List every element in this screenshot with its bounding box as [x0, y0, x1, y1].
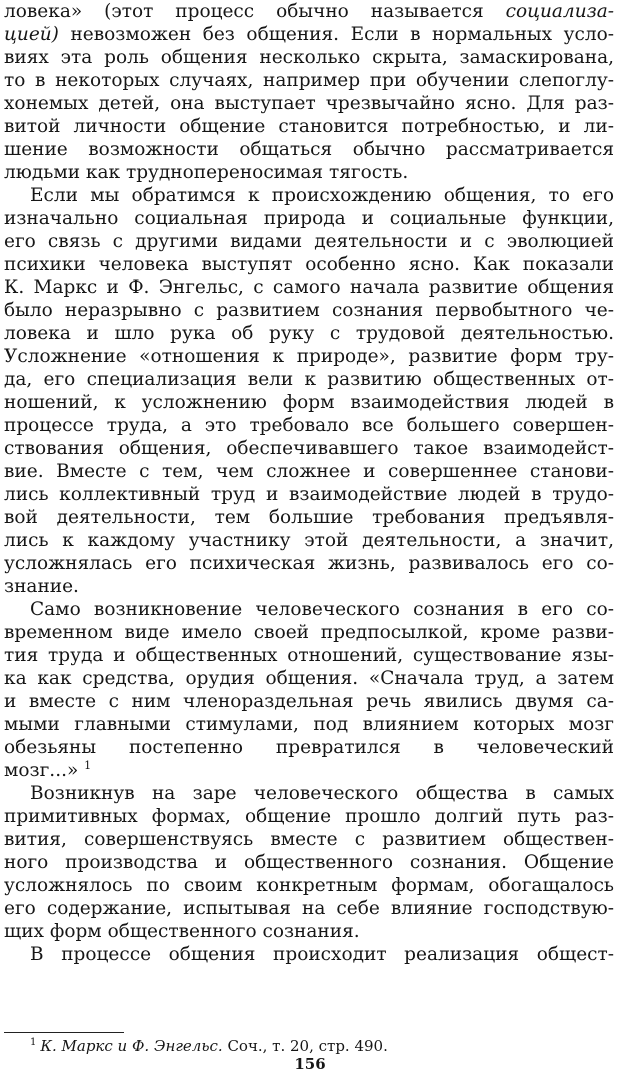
text-run: Усложнение «отношения к природе», развитие форм тру-: [4, 346, 614, 367]
text-run: витой личности общение становится потребностью, и ли-: [4, 116, 614, 137]
text-line: [4, 667, 614, 690]
text-run: психики человека выступят особенно ясно. Как показали: [4, 254, 614, 275]
text-run: процессе труда, а это требовало все большего совершен-: [4, 415, 614, 436]
text-line: [4, 782, 614, 805]
text-line: [4, 897, 614, 920]
text-line: [4, 46, 614, 69]
text-run: вие. Вместе с тем, чем сложнее и совершеннее станови-: [4, 461, 614, 482]
italic-text: цией): [4, 24, 59, 45]
text-run: тия труда и общественных отношений, существование язы-: [4, 645, 614, 666]
text-run: усложнялась его психическая жизнь, развивалось его со-: [4, 553, 614, 574]
text-line: [4, 621, 614, 644]
text-line: [4, 460, 614, 483]
text-line: [4, 184, 614, 207]
body-text: [4, 0, 614, 966]
text-run: да, его специализация вели к развитию общественных от-: [4, 369, 614, 390]
text-run: то в некоторых случаях, например при обучении слепоглу-: [4, 70, 614, 91]
text-line: [4, 759, 614, 782]
text-run: Само возникновение человеческого сознания в его со-: [30, 599, 614, 620]
text-line: [4, 138, 614, 161]
text-run: было неразрывно с развитием сознания первобытного че-: [4, 300, 614, 321]
text-run: лись коллективный труд и взаимодействие людей в трудо-: [4, 484, 614, 505]
text-run: ловека и шло рука об руку с трудовой деятельностью.: [4, 323, 614, 344]
text-run: мыми главными стимулами, под влиянием которых мозг: [4, 714, 614, 735]
text-run: людьми как труднопереносимая тягость.: [4, 162, 409, 183]
italic-text: социализа-: [505, 1, 614, 22]
text-line: [4, 276, 614, 299]
text-line: [4, 299, 614, 322]
page-number: 156: [294, 1055, 326, 1073]
text-line: [4, 851, 614, 874]
text-run: ловека» (этот процесс обычно называется: [4, 1, 506, 22]
text-run: изначально социальная природа и социальные функции,: [4, 208, 614, 229]
text-line: [4, 322, 614, 345]
text-run: усложнялось по своим конкретным формам, обогащалось: [4, 875, 614, 896]
text-run: примитивных формах, общение прошло долгий путь раз-: [4, 806, 614, 827]
text-line: [4, 391, 614, 414]
text-run: его содержание, испытывая на себе влияние господствую-: [4, 898, 614, 919]
text-run: и вместе с ним членораздельная речь явились двумя са-: [4, 691, 614, 712]
text-run: ношений, к усложнению форм взаимодействия людей в: [4, 392, 614, 413]
text-run: щих форм общественного сознания.: [4, 921, 360, 942]
footnote-rule: [4, 1032, 124, 1033]
text-run: Если мы обратимся к происхождению общения, то его: [30, 185, 614, 206]
text-run: вития, совершенствуясь вместе с развитием обществен-: [4, 829, 614, 850]
text-line: [4, 230, 614, 253]
text-line: [4, 368, 614, 391]
text-run: хонемых детей, она выступает чрезвычайно ясно. Для раз-: [4, 93, 614, 114]
text-run: мозг...»: [4, 760, 85, 781]
text-line: [4, 207, 614, 230]
text-line: [4, 874, 614, 897]
text-run: знание.: [4, 576, 79, 597]
text-line: [4, 644, 614, 667]
footnote-mark: 1: [30, 1037, 37, 1048]
text-run: К. Маркс и Ф. Энгельс, с самого начала развитие общения: [4, 277, 614, 298]
text-run: его связь с другими видами деятельности и с эволюцией: [4, 231, 614, 252]
text-line: [4, 713, 614, 736]
footnote-reference-mark: 1: [84, 759, 92, 772]
text-run: ка как средства, орудия общения. «Сначала труд, а затем: [4, 668, 614, 689]
text-line: [4, 161, 614, 184]
text-run: В процессе общения происходит реализация общест-: [30, 944, 614, 965]
text-line: [4, 943, 614, 966]
text-run: ствования общения, обеспечивавшего такое взаимодейст-: [4, 438, 614, 459]
text-line: [4, 690, 614, 713]
text-run: ного производства и общественного сознания. Общение: [4, 852, 614, 873]
text-run: временном виде имело своей предпосылкой, кроме разви-: [4, 622, 614, 643]
text-run: виях эта роль общения несколько скрыта, замаскирована,: [4, 47, 614, 68]
text-line: [4, 506, 614, 529]
footnote: [30, 1036, 388, 1056]
text-line: [4, 805, 614, 828]
text-line: [4, 828, 614, 851]
text-line: [4, 115, 614, 138]
footnote-reference: Соч., т. 20, стр. 490.: [222, 1037, 388, 1055]
text-line: [4, 736, 614, 759]
text-line: [4, 92, 614, 115]
text-line: [4, 23, 614, 46]
text-line: [4, 598, 614, 621]
text-line: [4, 575, 614, 598]
text-line: [4, 69, 614, 92]
text-run: вой деятельности, тем большие требования предъявля-: [4, 507, 614, 528]
text-run: Возникнув на заре человеческого общества в самых: [30, 783, 614, 804]
text-line: [4, 345, 614, 368]
text-run: обезьяны постепенно превратился в человеческий: [4, 737, 614, 758]
text-line: [4, 552, 614, 575]
text-line: [4, 920, 614, 943]
text-line: [4, 253, 614, 276]
text-run: лись к каждому участнику этой деятельности, а значит,: [4, 530, 614, 551]
footnote-authors: К. Маркс и Ф. Энгельс.: [40, 1037, 223, 1055]
text-line: [4, 0, 614, 23]
text-line: [4, 414, 614, 437]
text-line: [4, 437, 614, 460]
text-run: шение возможности общаться обычно рассматривается: [4, 139, 614, 160]
text-line: [4, 483, 614, 506]
text-run: невозможен без общения. Если в нормальных усло-: [58, 24, 614, 45]
text-line: [4, 529, 614, 552]
